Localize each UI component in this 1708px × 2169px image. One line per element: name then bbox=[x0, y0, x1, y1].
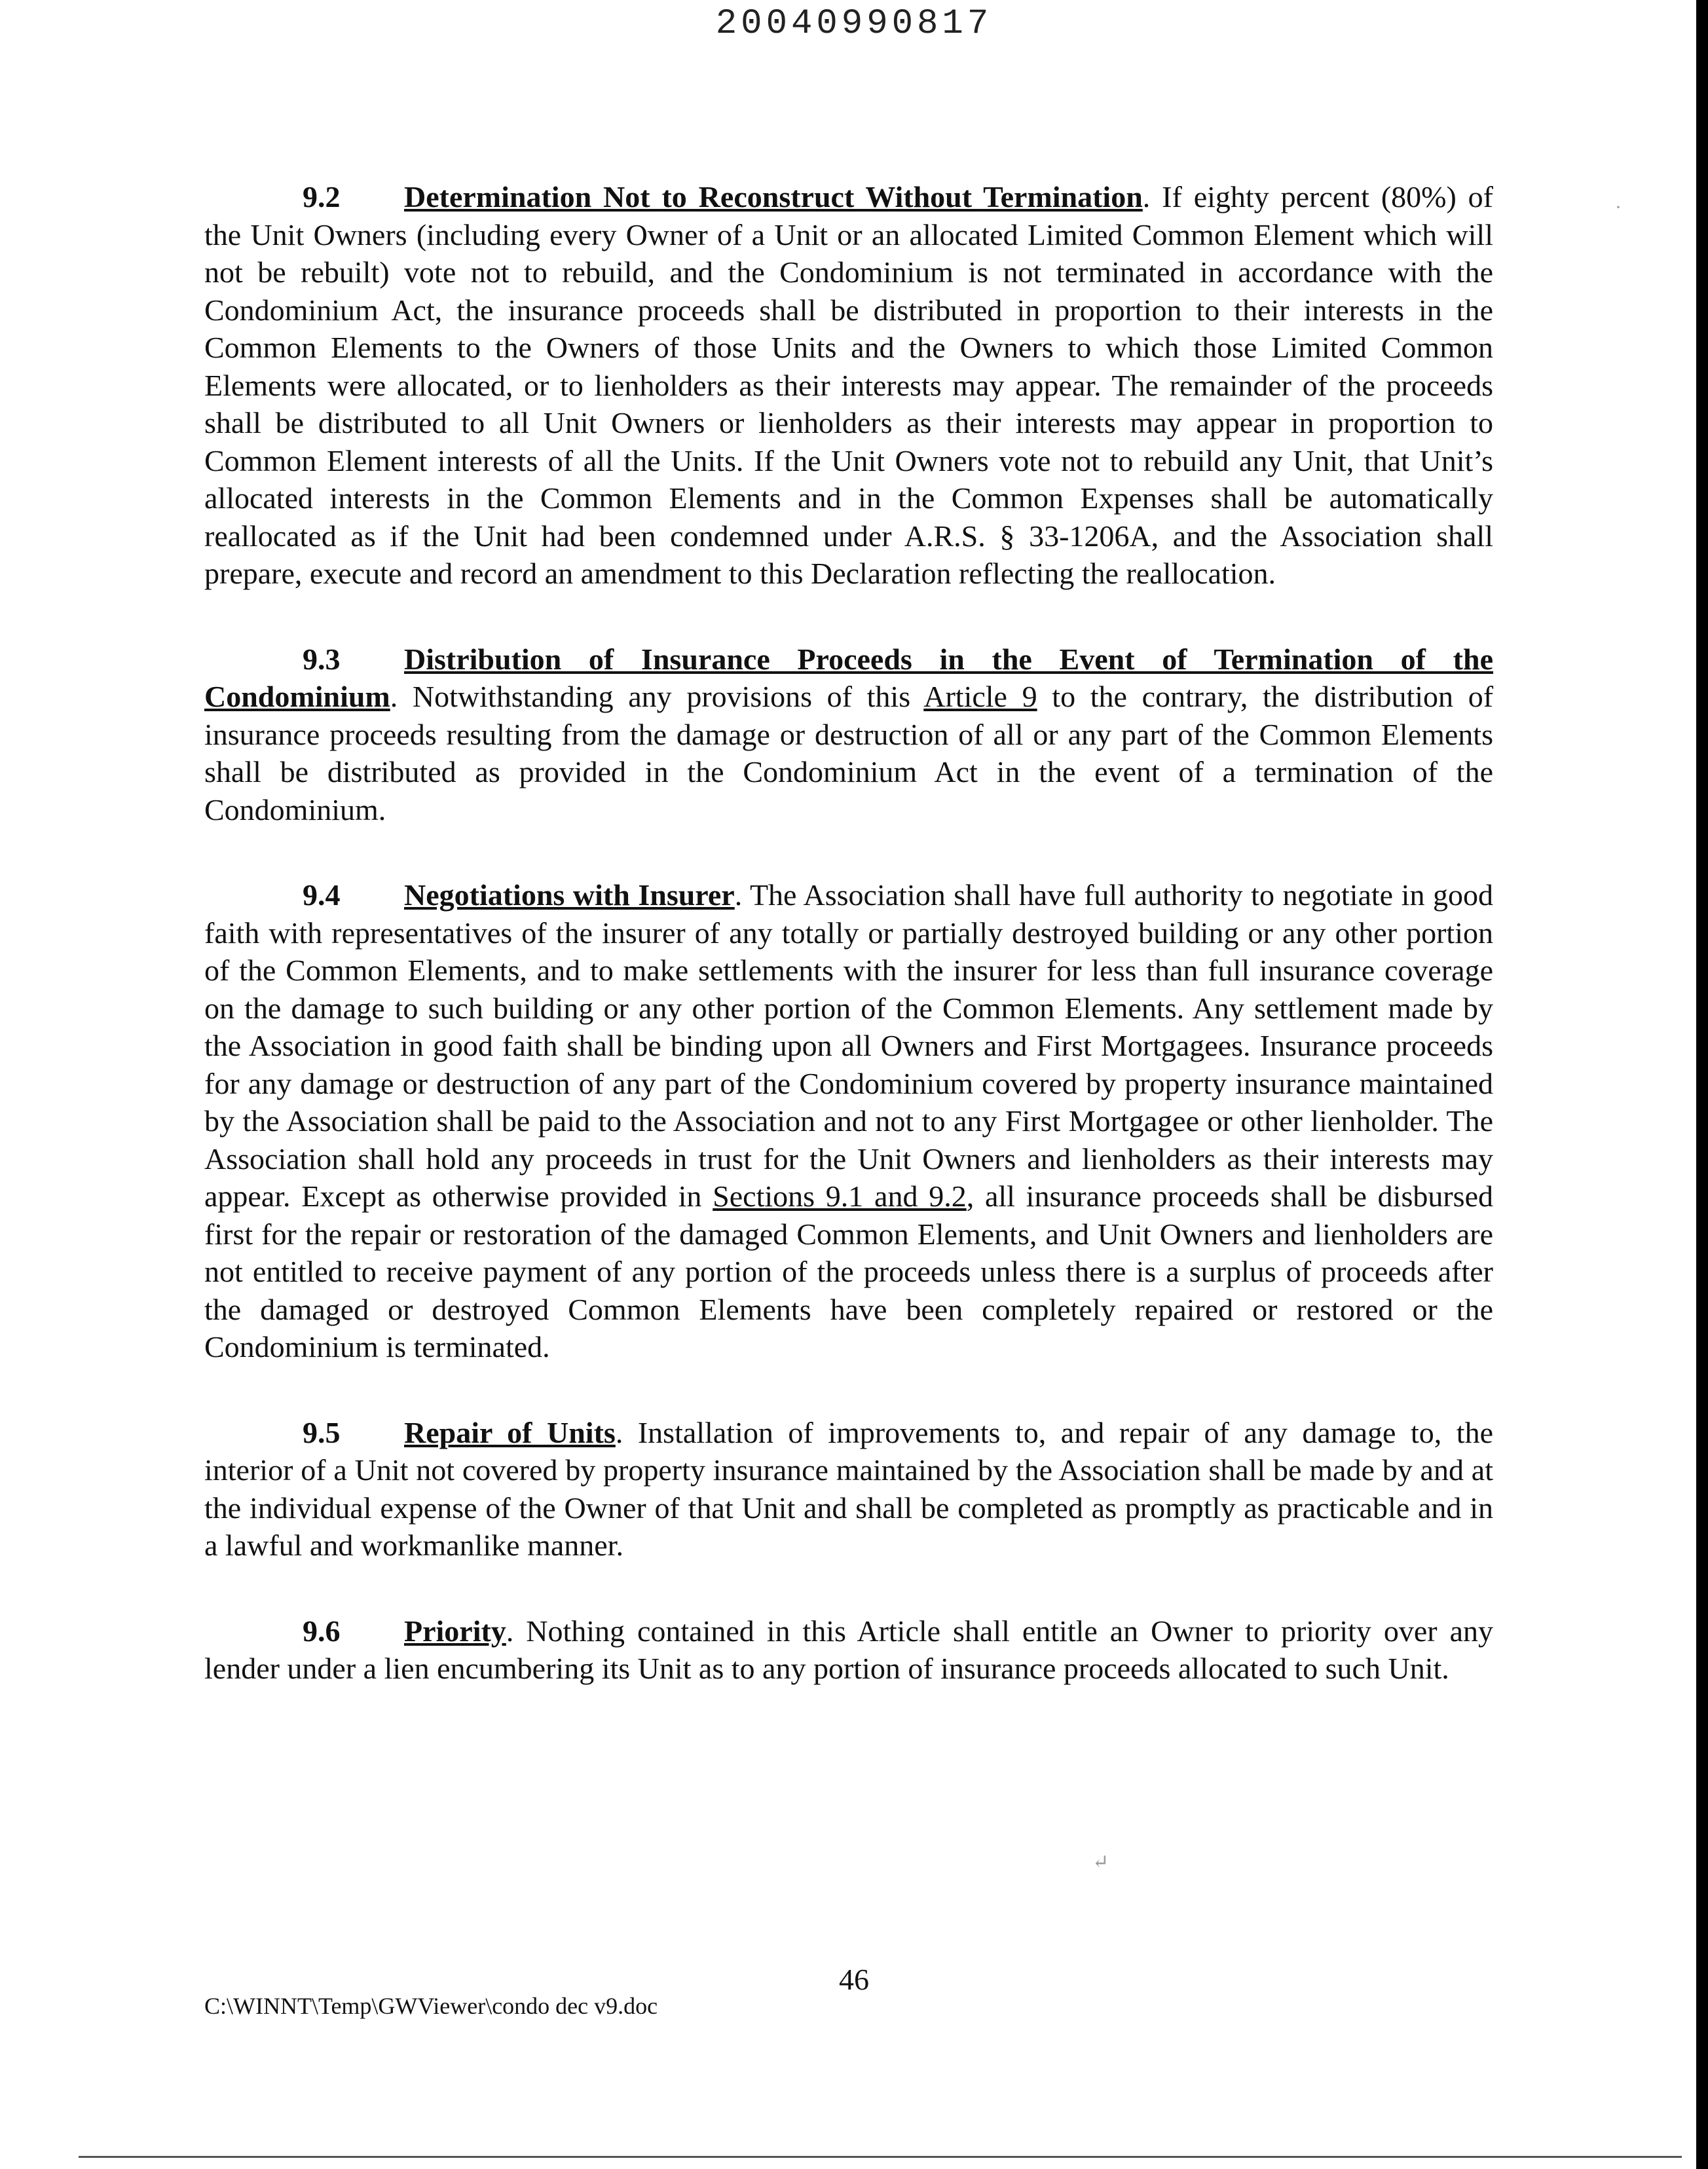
file-path: C:\WINNT\Temp\GWViewer\condo dec v9.doc bbox=[204, 1993, 658, 2019]
document-number: 20040990817 bbox=[715, 4, 993, 44]
section-heading: Negotiations with Insurer bbox=[404, 878, 735, 912]
section-paragraph bbox=[204, 876, 1493, 1366]
section-number: 9.3 bbox=[303, 642, 341, 676]
section-text: , all insurance proceeds shall be disbursed first for the repair or restoration of the damaged Common Elements, and Unit Owners and lienholders are not entitled to receive payment of any portion of the proceeds unless there is a surplus of proceeds after the damaged or destroyed Common Elements have been completely repaired or restored or the Condominium is terminated. bbox=[204, 1179, 1493, 1363]
section-heading: Determination Not to Reconstruct Without Termination bbox=[404, 180, 1143, 213]
section-9-3 bbox=[204, 640, 1493, 829]
section-heading: Priority bbox=[404, 1614, 506, 1648]
section-number: 9.6 bbox=[303, 1614, 341, 1648]
sections-reference: Sections 9.1 and 9.2 bbox=[713, 1179, 967, 1213]
section-text: . Nothing contained in this Article shall entitle an Owner to priority over any lender under a lien encumbering its Unit as to any portion of insurance proceeds allocated to such Unit. bbox=[204, 1614, 1493, 1685]
article-reference: Article 9 bbox=[923, 680, 1037, 713]
section-text: . The Association shall have full authority to negotiate in good faith with representatives of the insurer of any totally or partially destroyed building or any other portion of the Common Elements, and to make settlements with the insurer for less than full insurance coverage on the damage to such building or any other portion of the Common Elements. Any settlement made by the Association in good faith shall be binding upon all Owners and First Mortgagees. Insurance proceeds for any damage or destruction of any part of the Condominium covered by property insurance maintained by the Association shall be paid to the Association and not to any First Mortgagee or other lienholder. The Association shall hold any proceeds in trust for the Unit Owners and lienholders as their interests may appear. Except as otherwise provided in bbox=[204, 878, 1493, 1213]
section-text: . Installation of improvements to, and repair of any damage to, the interior of a Unit not covered by property insurance maintained by the Association shall be made by and at the individual expense of the Owner of that Unit and shall be completed as promptly as practicable and in a lawful and workmanlike manner. bbox=[204, 1415, 1493, 1562]
document-body bbox=[204, 178, 1493, 1735]
section-paragraph bbox=[204, 1612, 1493, 1688]
section-paragraph bbox=[204, 1414, 1493, 1565]
section-9-6 bbox=[204, 1612, 1493, 1688]
section-9-4 bbox=[204, 876, 1493, 1366]
section-number: 9.5 bbox=[303, 1415, 341, 1449]
section-paragraph bbox=[204, 178, 1493, 593]
section-number: 9.4 bbox=[303, 878, 341, 912]
section-9-2 bbox=[204, 178, 1493, 593]
scan-bottom-rule bbox=[79, 2156, 1682, 2158]
section-text: . If eighty percent (80%) of the Unit Owners (including every Owner of a Unit or an allocated Limited Common Element which will not be rebuilt) vote not to rebuild, and the Condominium is not terminated in accordance with the Condominium Act, the insurance proceeds shall be distributed in proportion to their interests in the Common Elements to the Owners of those Units and the Owners to which those Limited Common Elements were allocated, or to lienholders as their interests may appear. The remainder of the proceeds shall be distributed to all Unit Owners or lienholders as their interests may appear in proportion to Common Element interests of all the Units. If the Unit Owners vote not to rebuild any Unit, that Unit’s allocated interests in the Common Elements and in the Common Expenses shall be automatically reallocated as if the Unit had been condemned under A.R.S. § 33-1206A, and the Association shall prepare, execute and record an amendment to this Declaration reflecting the reallocation. bbox=[204, 180, 1493, 590]
scan-speck: · bbox=[1615, 196, 1622, 218]
scan-edge bbox=[1696, 0, 1708, 2169]
section-9-5 bbox=[204, 1414, 1493, 1565]
section-heading: Repair of Units bbox=[404, 1415, 616, 1449]
section-text: . Notwithstanding any provisions of this bbox=[390, 680, 924, 713]
section-heading: Distribution of Insurance Proceeds in the Event of Termination of the Condominium bbox=[204, 642, 1493, 713]
page-number: 46 bbox=[839, 1963, 869, 1996]
section-number: 9.2 bbox=[303, 180, 341, 213]
section-paragraph bbox=[204, 640, 1493, 829]
section-text: to the contrary, the distribution of insurance proceeds resulting from the damage or destruction of all or any part of the Common Elements shall be distributed as provided in the Condominium Act in the event of a termination of the Condominium. bbox=[204, 680, 1494, 826]
scan-speck: ↵ bbox=[1092, 1851, 1109, 1873]
